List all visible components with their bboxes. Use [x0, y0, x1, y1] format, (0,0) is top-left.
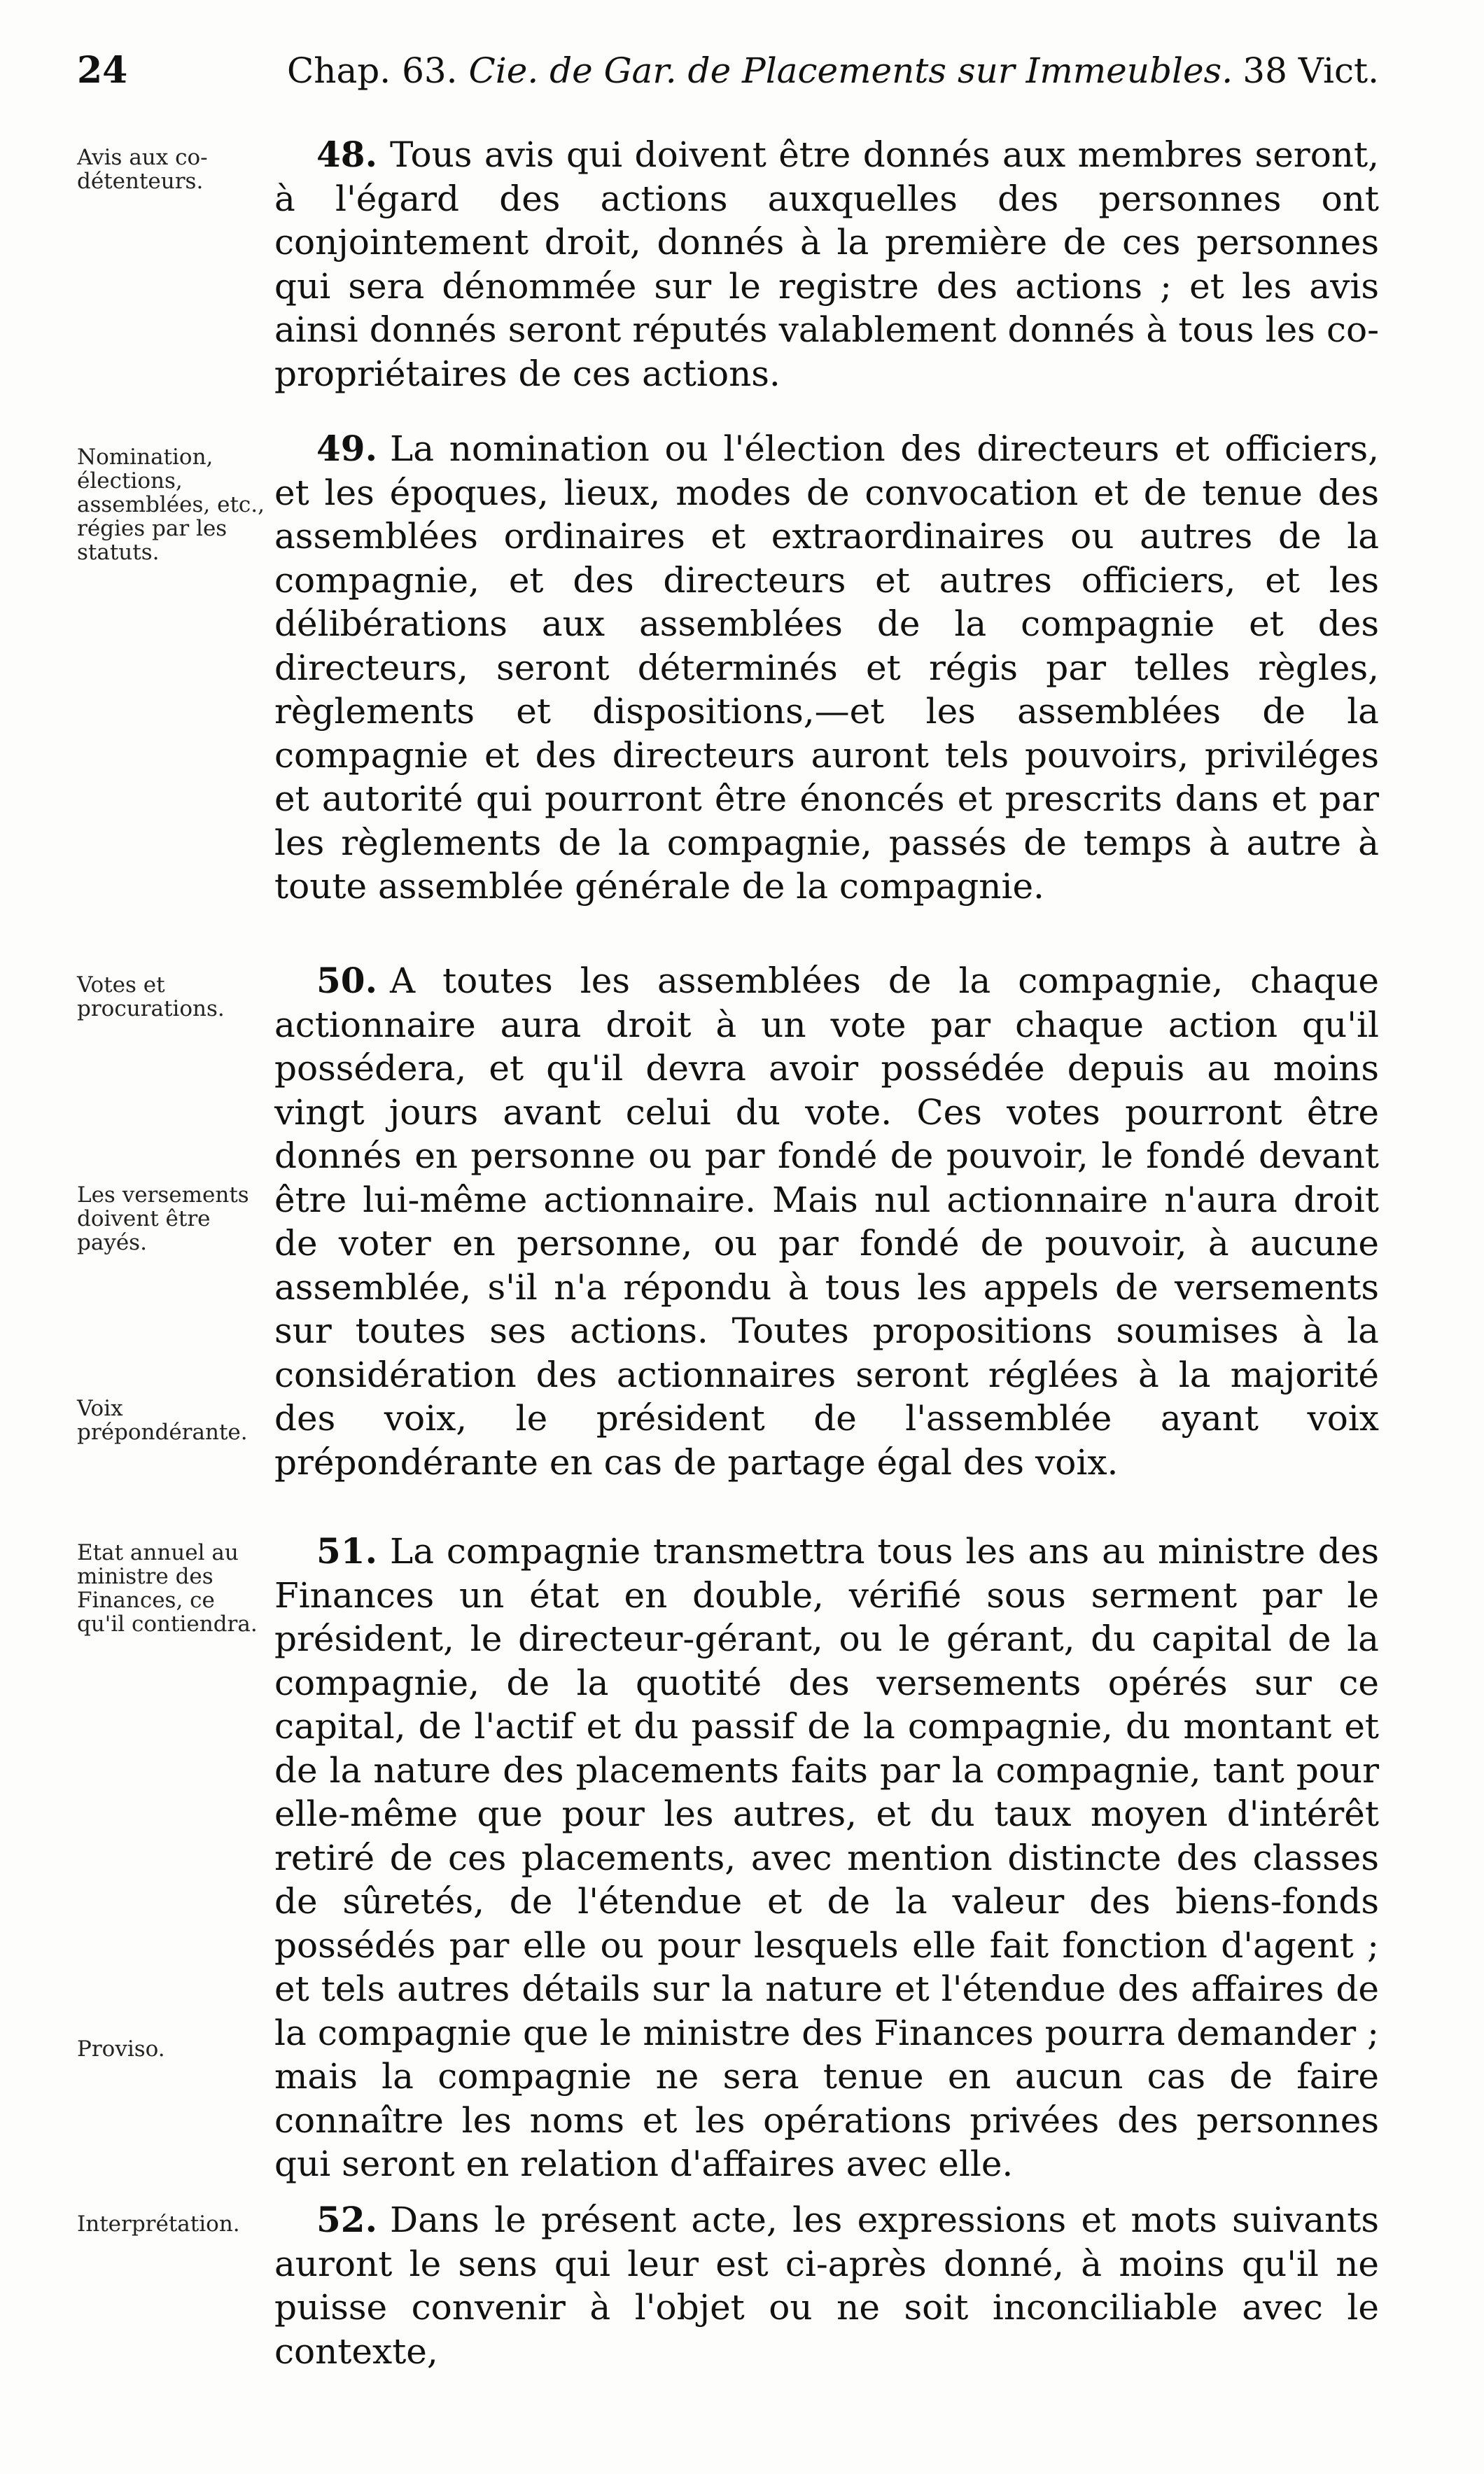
- section-text: [274, 2198, 1379, 2373]
- section-text: [274, 133, 1379, 396]
- running-header: [77, 42, 1379, 105]
- header-title: [287, 50, 1233, 91]
- section-number: 50.: [316, 960, 377, 1001]
- section-number: 51.: [316, 1530, 377, 1572]
- header-chapter: Chap. 63.: [287, 50, 458, 91]
- section-50: [77, 959, 1379, 1505]
- margin-note: Nomination, élections, assemblées, etc., régies par les statuts.: [77, 445, 265, 565]
- section-number: 49.: [316, 428, 377, 469]
- section-text: [274, 427, 1379, 909]
- section-body: Tous avis qui doivent être donnés aux membres seront, à l'égard des actions auxquelles des personnes ont conjointement droit, donnés à la première de ces personnes qui sera dénommée sur le registre des actions ; et les avis ainsi donnés seront réputés valablement donnés à tous les co-propriétaires de ces actions.: [274, 134, 1379, 394]
- section-number: 52.: [316, 2199, 377, 2240]
- margin-note: Interprétation.: [77, 2211, 240, 2237]
- header-year: 38 Vict.: [1242, 50, 1379, 91]
- section-text: [274, 1530, 1379, 2186]
- section-body: A toutes les assemblées de la compagnie, chaque actionnaire aura droit à un vote par chaque action qu'il possédera, et qu'il devra avoir possédée depuis au moins vingt jours avant celui du vote. Ces votes pourront être donnés en personne ou par fondé de pouvoir, le fondé devant être lui-même actionnaire. Mais nul actionnaire n'aura droit de voter en personne, ou par fondé de pouvoir, à aucune assemblée, s'il n'a répondu à tous les appels de versements sur toutes ses actions. Toutes propositions soumises à la considération des actionnaires seront réglées à la majorité des voix, le président de l'assemblée ayant voix prépondérante en cas de partage égal des voix.: [274, 960, 1379, 1483]
- margin-note: Les versements doivent être payés.: [77, 1182, 249, 1255]
- margin-note: Votes et procurations.: [77, 972, 225, 1021]
- section-48: [77, 133, 1379, 399]
- section-body: La compagnie transmettra tous les ans au ministre des Finances un état en double, vérifié sous serment par le président, le directeur-gérant, ou le gérant, du capital de la compagnie, de la quotité des versements opérés sur ce capital, de l'actif et du passif de la compagnie, du montant et de la nature des placements faits par la compagnie, tant pour elle-même que pour les autres, et du taux moyen d'intérêt retiré de ces placements, avec mention distincte des classes de sûretés, de l'étendue et de la valeur des biens-fonds possédés par elle ou pour lesquels elle fait fonction d'agent ; et tels autres détails sur la nature et l'étendue des affaires de la compagnie que le ministre des Finances pourra demander ; mais la compagnie ne sera tenue en aucun cas de faire connaître les noms et les opérations privées des personnes qui seront en relation d'affaires avec elle.: [274, 1531, 1379, 2184]
- section-text: [274, 959, 1379, 1484]
- section-body: La nomination ou l'élection des directeurs et officiers, et les époques, lieux, modes de convocation et de tenue des assemblées ordinaires et extraordinaires ou autres de la compagnie, et des directeurs et autres officiers, et les délibérations aux assemblées de la compagnie et des directeurs, seront déterminés et régis par telles règles, règlements et dispositions,—et les assemblées de la compagnie et des directeurs auront tels pouvoirs, priviléges et autorité qui pourront être énoncés et prescrits dans et par les règlements de la compagnie, passés de temps à autre à toute assemblée générale de la compagnie.: [274, 428, 1379, 907]
- margin-note: Voix prépondérante.: [77, 1396, 248, 1445]
- page-number: 24: [77, 49, 128, 92]
- section-body: Dans le présent acte, les expressions et mots suivants auront le sens qui leur est ci-après donné, à moins qu'il ne puisse convenir à l'objet ou ne soit inconciliable avec le contexte,: [274, 2200, 1379, 2372]
- section-52: [77, 2198, 1379, 2408]
- margin-note: Proviso.: [77, 2036, 165, 2062]
- section-49: [77, 427, 1379, 931]
- margin-note: Etat annuel au ministre des Finances, ce qu'il contiendra.: [77, 1540, 258, 1637]
- header-act-title: Cie. de Gar. de Placements sur Immeubles.: [468, 50, 1233, 91]
- margin-note: Avis aux co-détenteurs.: [77, 145, 208, 194]
- section-51: [77, 1530, 1379, 2184]
- section-number: 48.: [316, 134, 377, 175]
